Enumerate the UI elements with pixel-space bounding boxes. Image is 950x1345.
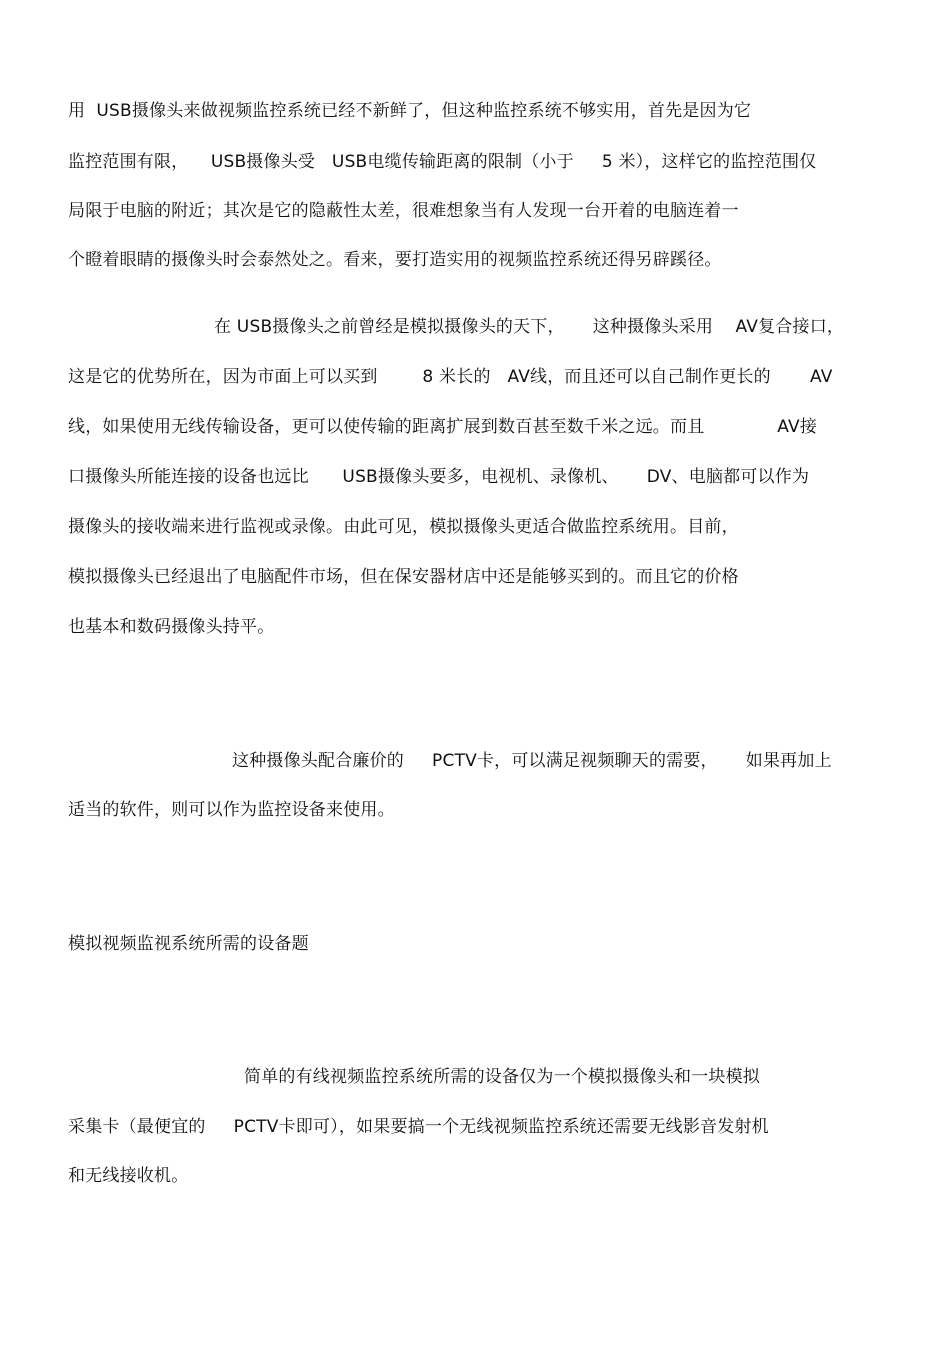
paragraph-2-line-3: 线，如果使用无线传输设备，更可以使传输的距离扩展到数百甚至数千米之远。而且 AV接 <box>68 417 818 437</box>
paragraph-1-line-1: 用 USB摄像头来做视频监控系统已经不新鲜了，但这种监控系统不够实用，首先是因为它 <box>68 101 752 121</box>
paragraph-3-line-2: 适当的软件，则可以作为监控设备来使用。 <box>68 800 395 820</box>
paragraph-2-line-5: 摄像头的接收端来进行监视或录像。由此可见，模拟摄像头更适合做监控系统用。目前， <box>68 517 739 537</box>
paragraph-5-line-1: 简单的有线视频监控系统所需的设备仅为一个模拟摄像头和一块模拟 <box>244 1067 760 1087</box>
paragraph-3-line-1: 这种摄像头配合廉价的 PCTV卡，可以满足视频聊天的需要， 如果再加上 <box>232 751 832 771</box>
paragraph-5-line-2: 采集卡（最便宜的 PCTV卡即可），如果要搞一个无线视频监控系统还需要无线影音发射机 <box>68 1117 769 1137</box>
paragraph-1-line-2: 监控范围有限， USB摄像头受 USB电缆传输距离的限制（小于 5 米），这样它的监控范围仅 <box>68 152 817 172</box>
paragraph-2-line-1: 在 USB摄像头之前曾经是模拟摄像头的天下， 这种摄像头采用 AV复合接口， <box>214 317 845 337</box>
paragraph-2-line-2: 这是它的优势所在，因为市面上可以买到 8 米长的 AV线，而且还可以自己制作更长的 AV <box>68 367 833 387</box>
paragraph-2-line-6: 模拟摄像头已经退出了电脑配件市场，但在保安器材店中还是能够买到的。而且它的价格 <box>68 567 739 587</box>
paragraph-1-line-4: 个瞪着眼睛的摄像头时会泰然处之。看来，要打造实用的视频监控系统还得另辟蹊径。 <box>68 250 722 270</box>
paragraph-1-line-3: 局限于电脑的附近；其次是它的隐蔽性太差，很难想象当有人发现一台开着的电脑连着一 <box>68 201 739 221</box>
section-heading: 模拟视频监视系统所需的设备题 <box>68 934 309 954</box>
paragraph-5-line-3: 和无线接收机。 <box>68 1166 189 1186</box>
paragraph-2-line-4: 口摄像头所能连接的设备也远比 USB摄像头要多，电视机、录像机、 DV、电脑都可以作为 <box>68 467 810 487</box>
paragraph-2-line-7: 也基本和数码摄像头持平。 <box>68 617 275 637</box>
